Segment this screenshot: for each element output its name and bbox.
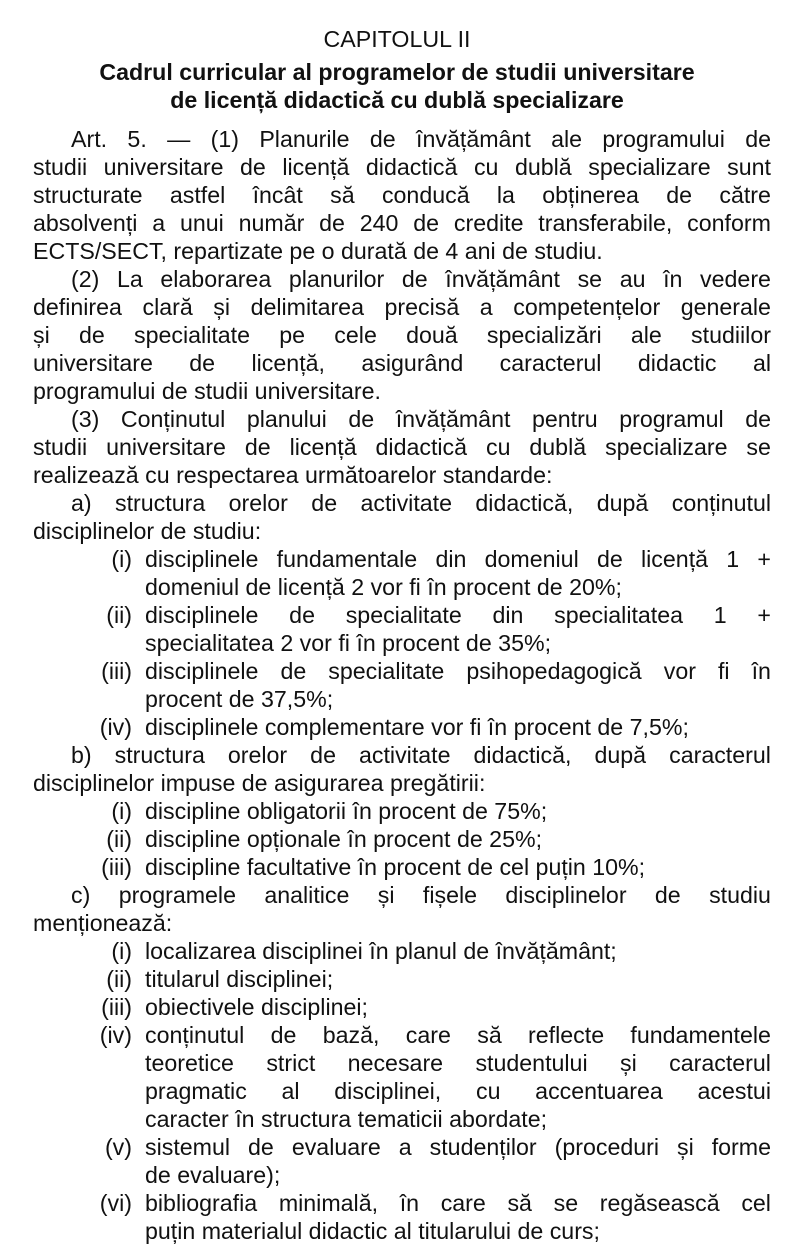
word: programul	[619, 406, 724, 432]
word: clară	[142, 294, 193, 320]
list-item-line	[145, 657, 771, 685]
word: al	[752, 350, 771, 376]
list-item-line	[145, 1189, 771, 1217]
word: care	[440, 1190, 486, 1216]
paragraph-line	[33, 433, 771, 461]
word: de	[654, 882, 681, 908]
word: după	[594, 742, 647, 768]
word: învățământ	[416, 126, 531, 152]
word: conform	[687, 210, 771, 236]
list-item-line: discipline obligatorii în procent de 75%;	[145, 798, 548, 824]
word: și	[33, 322, 50, 348]
word: specialitate	[345, 602, 462, 628]
list-item-line: puțin materialul didactic al titularului de curs;	[145, 1218, 600, 1244]
paragraph-line: programului de studii universitare.	[33, 378, 381, 404]
word: se	[746, 434, 771, 460]
word: studiu	[709, 882, 771, 908]
word: în	[751, 658, 771, 684]
word: 1	[713, 602, 727, 628]
word: conducă	[381, 182, 470, 208]
list-item-number: (iv)	[99, 714, 132, 740]
word: a	[398, 1134, 412, 1160]
list-item-number: (ii)	[106, 966, 132, 992]
word: de	[666, 182, 693, 208]
word: universitare	[103, 154, 224, 180]
word: competențelor	[513, 294, 661, 320]
word: universitare	[33, 350, 153, 376]
list-item-number: (iii)	[101, 854, 132, 880]
word: de	[289, 602, 315, 628]
word: Conținutul	[120, 406, 226, 432]
chapter-title	[0, 58, 794, 114]
list-item-number: (ii)	[106, 602, 132, 628]
word: universitare	[106, 434, 226, 460]
word: de	[745, 406, 771, 432]
word: disciplinele	[145, 602, 259, 628]
section-line: menționează:	[33, 910, 173, 936]
list-item-line: discipline opționale în procent de 25%;	[145, 826, 543, 852]
word: care	[405, 1022, 451, 1048]
word: activitate	[358, 742, 451, 768]
word: credite	[453, 210, 524, 236]
word: licență	[289, 434, 357, 460]
word: c)	[71, 882, 91, 908]
paragraph-line	[33, 153, 771, 181]
list-item-number: (v)	[104, 1134, 132, 1160]
list-item-number: (i)	[111, 938, 132, 964]
word: specialitate	[134, 322, 251, 348]
word: licență	[641, 546, 709, 572]
word: fundamentale	[276, 546, 418, 572]
word: cu	[473, 154, 499, 180]
word: bibliografia	[145, 1190, 258, 1216]
list-item-line	[145, 1133, 771, 1161]
word: la	[496, 182, 515, 208]
word: de	[280, 658, 307, 684]
word: vor	[663, 658, 696, 684]
word: conținutul	[671, 490, 771, 516]
word: +	[757, 602, 771, 628]
list-item-line: specialitatea 2 vor fi în procent de 35%;	[145, 630, 552, 656]
paragraph-line	[33, 209, 771, 237]
paragraph-line	[33, 321, 771, 349]
word: de	[240, 154, 266, 180]
word: La	[116, 266, 143, 292]
word: planurilor	[288, 266, 385, 292]
word: specializare	[588, 154, 711, 180]
word: de	[413, 210, 440, 236]
section-first-line	[71, 881, 771, 909]
word: din	[435, 546, 467, 572]
list-item-line	[145, 545, 771, 573]
list-item-number: (iii)	[101, 994, 132, 1020]
word: orelor	[227, 742, 288, 768]
word: vedere	[700, 266, 771, 292]
word: și	[377, 882, 395, 908]
word: de	[401, 266, 428, 292]
word: structurate	[33, 182, 143, 208]
word: ale	[630, 322, 662, 348]
word: să	[330, 182, 355, 208]
word: licență,	[251, 350, 325, 376]
word: de	[244, 434, 271, 460]
word: (proceduri	[554, 1134, 659, 1160]
word: de	[270, 1022, 297, 1048]
word: specializări	[486, 322, 602, 348]
word: (2)	[71, 266, 100, 292]
chapter-title-line: de licență didactică cu dublă specializare	[170, 87, 624, 113]
word: sunt	[727, 154, 771, 180]
word: pentru	[531, 406, 598, 432]
list-item-number: (i)	[111, 546, 132, 572]
list-item-line: obiectivele disciplinei;	[145, 994, 368, 1020]
word: evaluare	[291, 1134, 381, 1160]
word: două	[406, 322, 458, 348]
word: transferabile,	[538, 210, 673, 236]
word: obținerea	[542, 182, 639, 208]
word: Art.	[71, 126, 108, 152]
paragraph-first-line	[71, 405, 771, 433]
list-item-line	[145, 601, 771, 629]
word: —	[167, 126, 191, 152]
word: studenților	[429, 1134, 537, 1160]
word: disciplinei,	[334, 1078, 442, 1104]
word: specialitate	[328, 658, 445, 684]
word: psihopedagogică	[466, 658, 642, 684]
list-item-line: domeniul de licență 2 vor fi în procent de 20%;	[145, 574, 622, 600]
word: strict	[266, 1050, 316, 1076]
paragraph-line	[33, 349, 771, 377]
word: didactică	[375, 434, 468, 460]
word: cele	[334, 322, 377, 348]
word: delimitarea	[250, 294, 364, 320]
paragraph-line: realizează cu respectarea următoarelor standarde:	[33, 462, 553, 488]
word: specializare	[605, 434, 728, 460]
paragraph-line: ECTS/SECT, repartizate pe o durată de 4 ani de studiu.	[33, 238, 603, 264]
word: teoretice	[145, 1050, 234, 1076]
section-first-line	[71, 741, 771, 769]
word: studii	[33, 434, 88, 460]
word: să	[507, 1190, 532, 1216]
word: învățământ	[395, 406, 511, 432]
list-item-line: discipline facultative în procent de cel puțin 10%;	[145, 854, 646, 880]
word: se	[577, 266, 603, 292]
word: elaborarea	[160, 266, 272, 292]
word: minimală,	[278, 1190, 379, 1216]
word: programele	[118, 882, 236, 908]
word: către	[719, 182, 771, 208]
list-item-number: (ii)	[106, 826, 132, 852]
word: specialitatea	[554, 602, 684, 628]
word: (1)	[210, 126, 239, 152]
list-item-line: de evaluare);	[145, 1162, 281, 1188]
word: +	[757, 546, 771, 572]
word: 1	[726, 546, 740, 572]
word: din	[492, 602, 524, 628]
word: structura	[115, 490, 206, 516]
word: caracterul	[669, 1050, 771, 1076]
word: didactică,	[475, 490, 574, 516]
paragraph-first-line	[71, 265, 771, 293]
word: după	[596, 490, 649, 516]
word: orelor	[228, 490, 288, 516]
word: în	[399, 1190, 420, 1216]
word: de	[319, 210, 345, 236]
list-item-number: (i)	[111, 798, 132, 824]
word: accentuarea	[535, 1078, 663, 1104]
word: programului	[602, 126, 725, 152]
word: analitice	[264, 882, 350, 908]
word: precisă	[384, 294, 460, 320]
paragraph-line	[33, 293, 771, 321]
word: unui	[179, 210, 224, 236]
word: de	[78, 322, 105, 348]
list-item-line: procent de 37,5%;	[145, 686, 334, 712]
word: de	[248, 1134, 274, 1160]
word: de	[369, 126, 396, 152]
list-item-line	[145, 1021, 771, 1049]
word: caracterul	[499, 350, 602, 376]
word: regăsească	[599, 1190, 720, 1216]
word: al	[281, 1078, 300, 1104]
list-item-line: disciplinele complementare vor fi în procent de 7,5%;	[145, 714, 689, 740]
word: necesare	[347, 1050, 444, 1076]
word: să	[477, 1022, 502, 1048]
word: conținutul	[145, 1022, 245, 1048]
list-item-line: localizarea disciplinei în planul de învățământ;	[145, 938, 617, 964]
word: pe	[279, 322, 306, 348]
word: studii	[33, 154, 88, 180]
word: și	[213, 294, 231, 320]
word: caracterul	[669, 742, 771, 768]
word: a	[479, 294, 493, 320]
paragraph-line	[33, 181, 771, 209]
word: fundamentele	[630, 1022, 771, 1048]
word: asigurând	[361, 350, 464, 376]
word: de	[596, 546, 623, 572]
list-item-line	[145, 1077, 771, 1105]
list-item-line: titularul disciplinei;	[145, 966, 334, 992]
word: 5.	[127, 126, 147, 152]
word: fi	[717, 658, 730, 684]
word: ale	[551, 126, 583, 152]
word: didactică,	[473, 742, 572, 768]
word: de	[745, 126, 771, 152]
word: astfel	[169, 182, 226, 208]
word: 240	[359, 210, 399, 236]
word: Planurile	[259, 126, 350, 152]
section-line: disciplinelor impuse de asigurarea pregătirii:	[33, 770, 486, 796]
word: disciplinelor	[505, 882, 627, 908]
word: disciplinele	[145, 546, 259, 572]
word: b)	[71, 742, 92, 768]
paragraph-first-line	[71, 125, 771, 153]
word: didactică	[365, 154, 458, 180]
word: de	[348, 406, 375, 432]
word: absolvenți	[33, 210, 138, 236]
word: planului	[246, 406, 327, 432]
word: disciplinele	[145, 658, 259, 684]
word: structura	[114, 742, 205, 768]
chapter-heading: CAPITOLUL II	[323, 26, 471, 52]
word: cel	[741, 1190, 771, 1216]
word: număr	[238, 210, 305, 236]
word: de	[310, 742, 336, 768]
word: învățământ	[445, 266, 560, 292]
word: în	[663, 266, 683, 292]
word: acestui	[697, 1078, 771, 1104]
word: sistemul	[145, 1134, 231, 1160]
word: a	[152, 210, 166, 236]
list-item-number: (vi)	[99, 1190, 132, 1216]
word: au	[619, 266, 646, 292]
word: pragmatic	[145, 1078, 247, 1104]
section-first-line	[71, 489, 771, 517]
word: generale	[680, 294, 771, 320]
word: bază,	[322, 1022, 380, 1048]
word: reflecte	[528, 1022, 605, 1048]
word: de	[189, 350, 216, 376]
list-item-number: (iii)	[101, 658, 132, 684]
word: se	[553, 1190, 579, 1216]
list-item-line: caracter în structura tematicii abordate;	[145, 1106, 548, 1132]
word: și	[620, 1050, 637, 1076]
word: și	[676, 1134, 694, 1160]
word: a)	[71, 490, 92, 516]
word: de	[311, 490, 338, 516]
word: forme	[711, 1134, 771, 1160]
word: cu	[475, 1078, 501, 1104]
word: (3)	[71, 406, 100, 432]
section-line: disciplinelor de studiu:	[33, 518, 262, 544]
chapter-title-line: Cadrul curricular al programelor de studii universitare	[99, 59, 695, 85]
word: studentului	[475, 1050, 588, 1076]
word: domeniul	[484, 546, 579, 572]
word: încât	[252, 182, 303, 208]
word: didactic	[637, 350, 717, 376]
word: activitate	[360, 490, 452, 516]
word: studiilor	[691, 322, 771, 348]
list-item-number: (iv)	[99, 1022, 132, 1048]
list-item-line	[145, 1049, 771, 1077]
word: definirea	[33, 294, 122, 320]
word: cu	[485, 434, 511, 460]
word: licență	[282, 154, 350, 180]
word: dublă	[514, 154, 572, 180]
word: dublă	[529, 434, 587, 460]
word: fișele	[422, 882, 478, 908]
